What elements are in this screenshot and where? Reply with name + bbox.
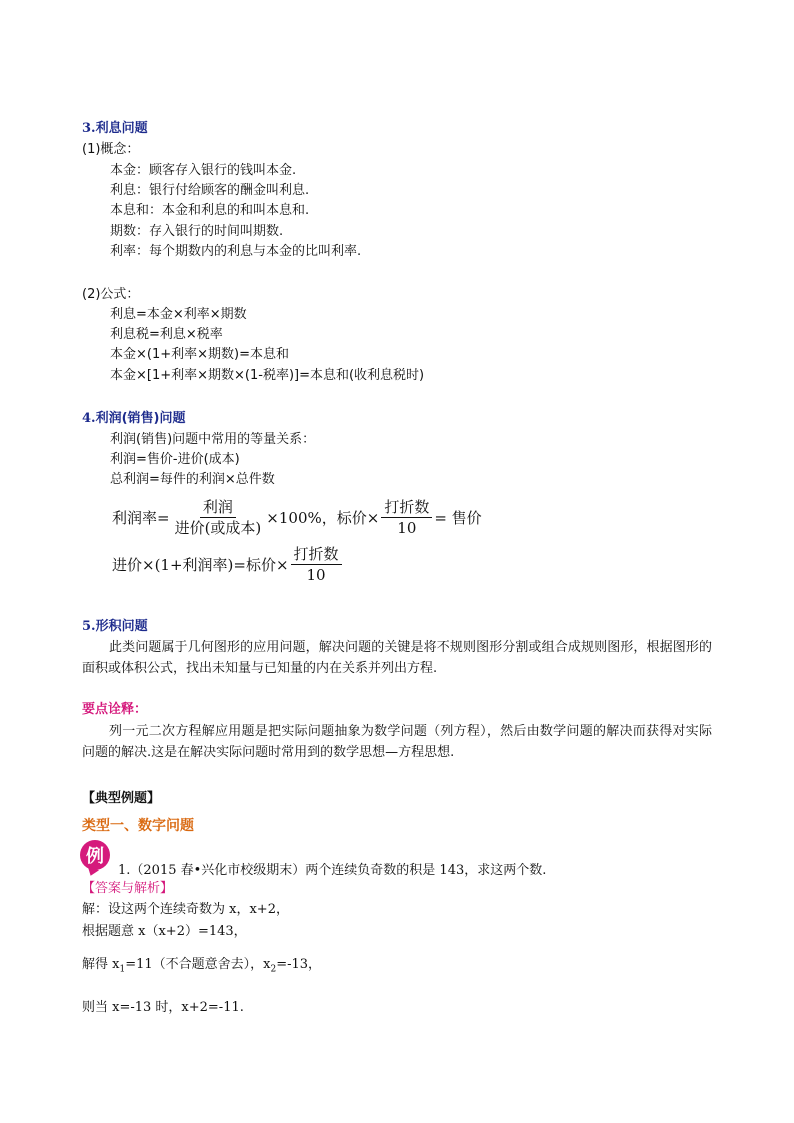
fraction-denominator: 10 xyxy=(306,566,326,584)
profit-line: 总利润=每件的利润×总件数 xyxy=(110,472,275,487)
solution-part: 解得 x xyxy=(82,957,120,972)
cost-price-formula xyxy=(112,545,344,584)
solution-line xyxy=(82,955,321,980)
fraction-denominator: 10 xyxy=(397,519,417,537)
keypoint-paragraph: 列一元二次方程解应用题是把实际问题抽象为数学问题（列方程），然后由数学问题的解决而获得对实际问题的解决.这是在解决实际问题时常用到的数学思想—方程思想. xyxy=(82,724,712,760)
formula-lhs: 进价×(1+利润率)=标价× xyxy=(112,556,289,574)
section-3-number: 3. xyxy=(82,121,96,136)
fraction-numerator: 打折数 xyxy=(291,545,342,565)
example-badge: 例 xyxy=(80,840,110,870)
section-4-title: 利润(销售)问题 xyxy=(95,411,186,426)
question-text: 1.（2015 春•兴化市校级期末）两个连续负奇数的积是 143，求这两个数. xyxy=(118,863,547,878)
subscript: 1 xyxy=(119,964,126,975)
section-3-sub2: (2)公式： xyxy=(82,287,140,302)
profit-line: 利润(销售)问题中常用的等量关系： xyxy=(110,432,316,447)
concept-item: 本息和：本金和利息的和叫本息和. xyxy=(110,203,310,218)
section-4-number: 4. xyxy=(82,411,96,426)
solution-part: =11（不合题意舍去），x xyxy=(125,957,271,972)
fraction-profit-over-cost xyxy=(172,498,265,537)
formula-mid: ×100%，标价× xyxy=(266,509,380,527)
section-5-paragraph: 此类问题属于几何图形的应用问题，解决问题的关键是将不规则图形分割或组合成规则图形，根据图形的面积或体积公式，找出未知量与已知量的内在关系并列出方程. xyxy=(82,640,712,676)
solution-line: 则当 x=-13 时，x+2=-11. xyxy=(82,1000,244,1015)
section-5-title: 形积问题 xyxy=(95,619,148,634)
concept-item: 本金：顾客存入银行的钱叫本金. xyxy=(110,163,297,178)
formula-line: 本金×[1+利率×期数×(1-税率)]=本息和(收利息税时) xyxy=(110,368,425,383)
example-question xyxy=(118,861,546,881)
formula-rhs: = 售价 xyxy=(434,509,482,527)
concept-item: 利息：银行付给顾客的酬金叫利息. xyxy=(110,183,310,198)
fraction-denominator: 进价(或成本) xyxy=(174,519,262,537)
answer-title: 【答案与解析】 xyxy=(82,881,174,896)
subscript: 2 xyxy=(270,964,277,975)
section-3-heading xyxy=(82,119,148,139)
profit-rate-formula xyxy=(112,498,482,537)
section-3-title: 利息问题 xyxy=(95,121,148,136)
formula-lhs: 利润率= xyxy=(112,509,170,527)
keypoint-title: 要点诠释： xyxy=(82,702,148,717)
fraction-discount xyxy=(381,498,432,537)
fraction-numerator: 利润 xyxy=(200,498,236,518)
type-1-title: 类型一、数字问题 xyxy=(82,818,194,834)
concept-item: 利率：每个期数内的利息与本金的比叫利率. xyxy=(110,244,362,259)
formula-line: 利息税=利息×税率 xyxy=(110,327,223,342)
solution-part: =-13， xyxy=(276,957,322,972)
section-4-heading xyxy=(82,409,185,429)
section-5-number: 5. xyxy=(82,619,96,634)
concept-item: 期数：存入银行的时间叫期数. xyxy=(110,224,284,239)
fraction-discount xyxy=(291,545,342,584)
section-3-sub1: (1)概念： xyxy=(82,142,140,157)
formula-line: 本金×(1+利率×期数)=本息和 xyxy=(110,347,289,362)
section-5-heading xyxy=(82,617,148,637)
solution-line: 根据题意 x（x+2）=143， xyxy=(82,924,247,939)
fraction-numerator: 打折数 xyxy=(381,498,432,518)
solution-line: 解：设这两个连续奇数为 x，x+2， xyxy=(82,902,289,917)
examples-title: 【典型例题】 xyxy=(82,791,161,806)
formula-line: 利息=本金×利率×期数 xyxy=(110,307,247,322)
profit-line: 利润=售价-进价(成本) xyxy=(110,452,240,467)
